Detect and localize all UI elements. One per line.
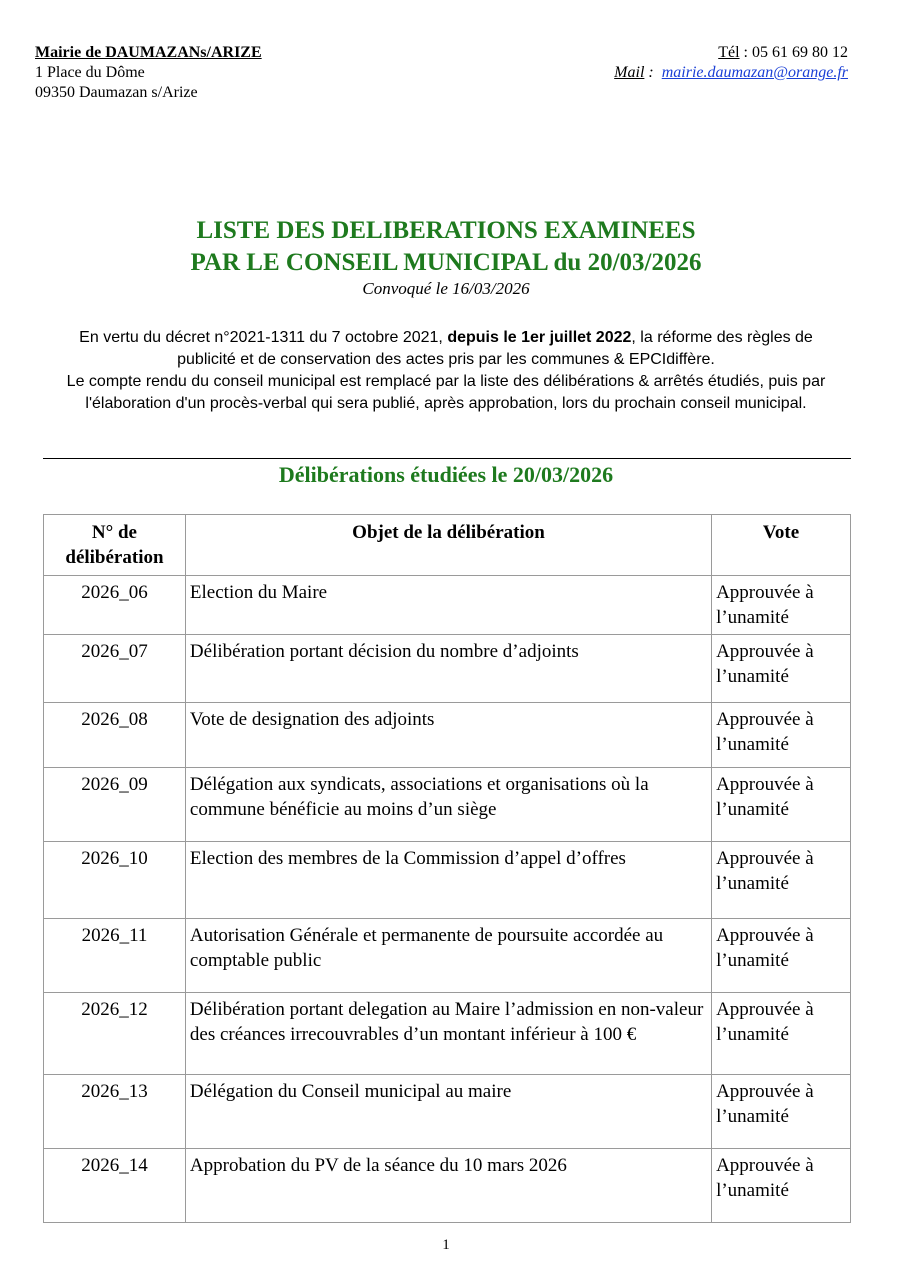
row-vote: Approuvée à l’unamité	[712, 1075, 851, 1149]
contact-block	[614, 43, 848, 83]
table-row	[44, 842, 851, 919]
intro-paragraph	[55, 327, 837, 415]
phone-value: : 05 61 69 80 12	[739, 44, 848, 61]
mairie-name: Mairie de DAUMAZANs/ARIZE	[35, 44, 262, 61]
intro-second-sentence: Le compte rendu du conseil municipal est remplacé par la liste des délibérations & arrêtés étudiés, puis par l'élaboration d'un procès-verbal qui sera publié, après approbation, lors du prochain conseil municipal.	[66, 373, 826, 412]
row-number: 2026_11	[44, 919, 186, 993]
row-object: Vote de designation des adjoints	[185, 703, 711, 768]
row-object: Délibération portant décision du nombre d’adjoints	[185, 635, 711, 703]
address-line-1: 1 Place du Dôme	[35, 64, 145, 81]
header-vote: Vote	[712, 515, 851, 576]
table-row	[44, 768, 851, 842]
header-object: Objet de la délibération	[185, 515, 711, 576]
intro-first-sentence	[55, 327, 837, 371]
mail-line	[614, 63, 848, 83]
row-number: 2026_08	[44, 703, 186, 768]
table-row	[44, 919, 851, 993]
row-object: Election du Maire	[185, 576, 711, 635]
row-object: Délégation du Conseil municipal au maire	[185, 1075, 711, 1149]
phone-label: Tél	[718, 44, 740, 61]
title-line-2: PAR LE CONSEIL MUNICIPAL du 20/03/2026	[190, 249, 702, 276]
row-object: Approbation du PV de la séance du 10 mars 2026	[185, 1149, 711, 1223]
table-row	[44, 703, 851, 768]
section-subtitle: Délibérations étudiées le 20/03/2026	[278, 462, 614, 487]
convocation-date: Convoqué le 16/03/2026	[362, 279, 530, 298]
row-number: 2026_14	[44, 1149, 186, 1223]
row-object: Délégation aux syndicats, associations et organisations où la commune bénéficie au moins d’un siège	[185, 768, 711, 842]
row-number: 2026_10	[44, 842, 186, 919]
row-vote: Approuvée à l’unamité	[712, 768, 851, 842]
row-vote: Approuvée à l’unamité	[712, 576, 851, 635]
row-vote: Approuvée à l’unamité	[712, 842, 851, 919]
intro-text-2: , la réforme des règles de publicité et de conservation des actes pris par les communes & EPCIdiffère.	[177, 329, 813, 368]
table-row	[44, 1149, 851, 1223]
mail-separator: :	[644, 64, 662, 81]
table-header-row	[44, 515, 851, 576]
table-row	[44, 1075, 851, 1149]
row-vote: Approuvée à l’unamité	[712, 919, 851, 993]
header-number	[44, 515, 186, 576]
header-number-line-2: délibération	[65, 547, 164, 568]
row-object: Election des membres de la Commission d’appel d’offres	[185, 842, 711, 919]
row-vote: Approuvée à l’unamité	[712, 635, 851, 703]
row-object: Délibération portant delegation au Maire l’admission en non-valeur des créances irrecouvrables d’un montant inférieur à 100 €	[185, 993, 711, 1075]
sender-address-block	[35, 43, 262, 103]
row-number: 2026_09	[44, 768, 186, 842]
table-row	[44, 635, 851, 703]
deliberations-table	[43, 514, 851, 1223]
row-vote: Approuvée à l’unamité	[712, 993, 851, 1075]
row-number: 2026_12	[44, 993, 186, 1075]
row-number: 2026_13	[44, 1075, 186, 1149]
page-number: 1	[442, 1237, 450, 1253]
table-row	[44, 576, 851, 635]
intro-text-1: En vertu du décret n°2021-1311 du 7 octobre 2021,	[79, 329, 448, 346]
horizontal-rule	[43, 458, 851, 459]
row-number: 2026_06	[44, 576, 186, 635]
row-vote: Approuvée à l’unamité	[712, 1149, 851, 1223]
row-vote: Approuvée à l’unamité	[712, 703, 851, 768]
header-number-line-1: N° de	[91, 522, 137, 543]
row-object: Autorisation Générale et permanente de poursuite accordée au comptable public	[185, 919, 711, 993]
row-number: 2026_07	[44, 635, 186, 703]
intro-bold-date: depuis le 1er juillet 2022	[447, 329, 632, 346]
document-title	[0, 215, 892, 279]
phone-line	[614, 43, 848, 63]
table-row	[44, 993, 851, 1075]
title-line-1: LISTE DES DELIBERATIONS EXAMINEES	[196, 217, 696, 244]
mail-label: Mail	[614, 64, 645, 81]
address-line-2: 09350 Daumazan s/Arize	[35, 84, 198, 101]
mail-link[interactable]: mairie.daumazan@orange.fr	[661, 64, 848, 81]
